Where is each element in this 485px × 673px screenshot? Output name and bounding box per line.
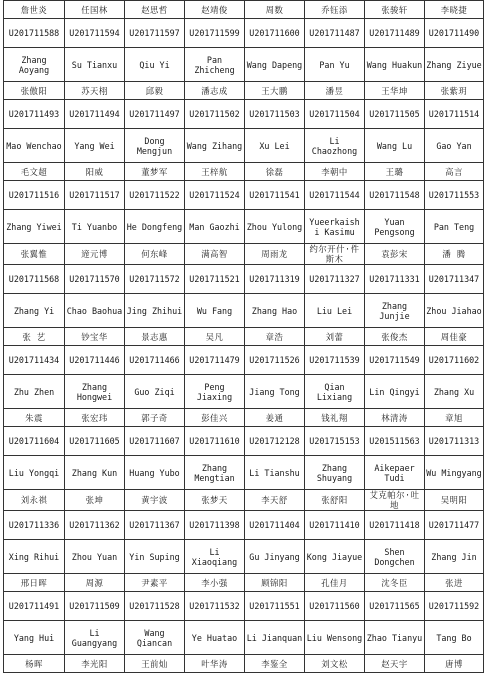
pinyin-name-cell: Guo Ziqi [125, 375, 185, 409]
pinyin-name-cell: Liu Yongqi [4, 456, 65, 490]
chinese-name-row [4, 1, 484, 19]
chinese-name-cell: 张进 [425, 574, 484, 592]
student-id-cell: U201711446 [65, 346, 125, 375]
student-id-cell: U201711541 [245, 181, 305, 210]
chinese-name-cell: 高言 [425, 163, 484, 181]
pinyin-name-cell: Zhou Yulong [245, 210, 305, 244]
student-id-cell: U201711572 [125, 265, 185, 294]
student-id-cell: U201711505 [365, 100, 425, 129]
chinese-name-cell: 李鉴全 [245, 655, 305, 673]
chinese-name-cell: 潘昱 [305, 82, 365, 100]
pinyin-name-row [4, 540, 484, 574]
student-id-cell: U201711477 [425, 511, 484, 540]
pinyin-name-row [4, 210, 484, 244]
pinyin-name-cell: Pan Yu [305, 48, 365, 82]
chinese-name-cell: 唐博 [425, 655, 484, 673]
student-id-cell: U201711504 [305, 100, 365, 129]
student-id-cell: U201711522 [125, 181, 185, 210]
student-id-cell: U201711347 [425, 265, 484, 294]
pinyin-name-cell: Mao Wenchao [4, 129, 65, 163]
chinese-name-cell: 徐磊 [245, 163, 305, 181]
pinyin-name-cell: Zhao Tianyu [365, 621, 425, 655]
pinyin-name-cell: Ye Huatao [185, 621, 245, 655]
student-id-cell: U201711479 [185, 346, 245, 375]
pinyin-name-cell: Yuan Pengsong [365, 210, 425, 244]
pinyin-name-cell: Zhang Yiwei [4, 210, 65, 244]
chinese-name-cell: 张坤 [65, 490, 125, 511]
chinese-name-cell: 张舒阳 [305, 490, 365, 511]
student-id-cell: U201711514 [425, 100, 484, 129]
pinyin-name-cell: Jiang Tong [245, 375, 305, 409]
student-id-cell: U201711553 [425, 181, 484, 210]
chinese-name-cell: 乔钰添 [305, 1, 365, 19]
pinyin-name-cell: He Dongfeng [125, 210, 185, 244]
student-id-cell: U201711410 [305, 511, 365, 540]
student-id-cell: U201711502 [185, 100, 245, 129]
pinyin-name-cell: Pan Zhicheng [185, 48, 245, 82]
pinyin-name-cell: Yin Suping [125, 540, 185, 574]
pinyin-name-cell: Li Guangyang [65, 621, 125, 655]
student-id-cell: U201711610 [185, 427, 245, 456]
pinyin-name-cell: Wu Mingyang [425, 456, 484, 490]
pinyin-name-cell: Zhang Junjie [365, 294, 425, 328]
chinese-name-cell: 刘永祺 [4, 490, 65, 511]
pinyin-name-cell: Ti Yuanbo [65, 210, 125, 244]
chinese-name-cell: 李光阳 [65, 655, 125, 673]
chinese-name-cell: 周源 [65, 574, 125, 592]
chinese-name-row [4, 82, 484, 100]
student-id-cell: U201711570 [65, 265, 125, 294]
chinese-name-cell: 邢日晖 [4, 574, 65, 592]
pinyin-name-cell: Zhang Shuyang [305, 456, 365, 490]
student-id-cell: U201711494 [65, 100, 125, 129]
student-id-cell: U201711336 [4, 511, 65, 540]
student-id-cell: U201711517 [65, 181, 125, 210]
chinese-name-cell: 郭子奇 [125, 409, 185, 427]
student-id-cell: U201711503 [245, 100, 305, 129]
student-id-cell: U201711539 [305, 346, 365, 375]
pinyin-name-cell: Gao Yan [425, 129, 484, 163]
student-id-cell: U201711434 [4, 346, 65, 375]
pinyin-name-cell: Liu Wensong [305, 621, 365, 655]
student-id-cell: U201711327 [305, 265, 365, 294]
pinyin-name-cell: Zhou Yuan [65, 540, 125, 574]
chinese-name-cell: 张紫玥 [425, 82, 484, 100]
pinyin-name-cell: Liu Lei [305, 294, 365, 328]
pinyin-name-cell: Zhang Hao [245, 294, 305, 328]
student-id-row [4, 592, 484, 621]
chinese-name-cell: 张骏轩 [365, 1, 425, 19]
student-id-row [4, 511, 484, 540]
chinese-name-cell: 赵思哲 [125, 1, 185, 19]
chinese-name-cell: 李晓捷 [425, 1, 484, 19]
student-id-cell: U201711607 [125, 427, 185, 456]
pinyin-name-cell: Zhang Mengtian [185, 456, 245, 490]
pinyin-name-cell: Zhang Jin [425, 540, 484, 574]
pinyin-name-cell: Zhang Aoyang [4, 48, 65, 82]
pinyin-name-cell: Huang Yubo [125, 456, 185, 490]
student-id-cell: U201711548 [365, 181, 425, 210]
pinyin-name-cell: Wang Huakun [365, 48, 425, 82]
student-id-cell: U201711568 [4, 265, 65, 294]
pinyin-name-cell: Peng Jiaxing [185, 375, 245, 409]
pinyin-name-cell: Gu Jinyang [245, 540, 305, 574]
pinyin-name-cell: Zhang Xu [425, 375, 484, 409]
pinyin-name-cell: Zhou Jiahao [425, 294, 484, 328]
chinese-name-cell: 王梓航 [185, 163, 245, 181]
pinyin-name-row [4, 294, 484, 328]
pinyin-name-cell: Li Jianquan [245, 621, 305, 655]
pinyin-name-row [4, 129, 484, 163]
chinese-name-cell: 张梦天 [185, 490, 245, 511]
student-id-cell: U201711597 [125, 19, 185, 48]
student-id-cell: U201715153 [305, 427, 365, 456]
pinyin-name-cell: Zhang Ziyue [425, 48, 484, 82]
chinese-name-cell: 吴明阳 [425, 490, 484, 511]
chinese-name-cell: 李天舒 [245, 490, 305, 511]
chinese-name-row [4, 409, 484, 427]
pinyin-name-cell: Xu Lei [245, 129, 305, 163]
student-id-cell: U201711331 [365, 265, 425, 294]
pinyin-name-cell: Aikepaer Tudi [365, 456, 425, 490]
chinese-name-cell: 叶华涛 [185, 655, 245, 673]
student-id-cell: U201711319 [245, 265, 305, 294]
student-id-cell: U201711418 [365, 511, 425, 540]
chinese-name-cell: 张 艺 [4, 328, 65, 346]
chinese-name-cell: 李朝中 [305, 163, 365, 181]
student-id-cell: U201711509 [65, 592, 125, 621]
student-id-cell: U201711526 [245, 346, 305, 375]
student-id-cell: U201711549 [365, 346, 425, 375]
student-id-cell: U201711604 [4, 427, 65, 456]
pinyin-name-cell: Zhu Zhen [4, 375, 65, 409]
student-id-row [4, 265, 484, 294]
chinese-name-cell: 姜通 [245, 409, 305, 427]
pinyin-name-row [4, 48, 484, 82]
student-id-cell: U201711588 [4, 19, 65, 48]
pinyin-name-cell: Qian Lixiang [305, 375, 365, 409]
pinyin-name-cell: Su Tianxu [65, 48, 125, 82]
chinese-name-cell: 张翼惟 [4, 244, 65, 265]
pinyin-name-cell: Qiu Yi [125, 48, 185, 82]
chinese-name-cell: 赵靖俊 [185, 1, 245, 19]
chinese-name-cell: 何东峰 [125, 244, 185, 265]
pinyin-name-cell: Wang Lu [365, 129, 425, 163]
chinese-name-cell: 张宏玮 [65, 409, 125, 427]
chinese-name-cell: 朱震 [4, 409, 65, 427]
chinese-name-cell: 周雨龙 [245, 244, 305, 265]
chinese-name-cell: 彭佳兴 [185, 409, 245, 427]
pinyin-name-cell: Lin Qingyi [365, 375, 425, 409]
pinyin-name-cell: Pan Teng [425, 210, 484, 244]
pinyin-name-cell: Shen Dongchen [365, 540, 425, 574]
pinyin-name-cell: Xing Rihui [4, 540, 65, 574]
chinese-name-cell: 约尔开什·件斯木 [305, 244, 365, 265]
student-id-cell: U201711560 [305, 592, 365, 621]
pinyin-name-cell: Man Gaozhi [185, 210, 245, 244]
chinese-name-cell: 潘志成 [185, 82, 245, 100]
student-id-cell: U201711466 [125, 346, 185, 375]
chinese-name-cell: 艾克帕尔·吐地 [365, 490, 425, 511]
student-id-cell: U201711493 [4, 100, 65, 129]
pinyin-name-cell: Wu Fang [185, 294, 245, 328]
chinese-name-row [4, 574, 484, 592]
chinese-name-cell: 杨晖 [4, 655, 65, 673]
chinese-name-cell: 王华坤 [365, 82, 425, 100]
student-id-row [4, 427, 484, 456]
chinese-name-cell: 黄宇波 [125, 490, 185, 511]
student-id-cell: U201711528 [125, 592, 185, 621]
chinese-name-cell: 潘 腾 [425, 244, 484, 265]
student-roster-table [3, 0, 484, 673]
student-id-row [4, 346, 484, 375]
pinyin-name-cell: Chao Baohua [65, 294, 125, 328]
student-id-cell: U201711404 [245, 511, 305, 540]
student-id-cell: U201711524 [185, 181, 245, 210]
chinese-name-cell: 周佳豪 [425, 328, 484, 346]
chinese-name-cell: 孔佳月 [305, 574, 365, 592]
chinese-name-cell: 满高智 [185, 244, 245, 265]
student-id-cell: U201711594 [65, 19, 125, 48]
chinese-name-cell: 遆元博 [65, 244, 125, 265]
student-id-cell: U201711516 [4, 181, 65, 210]
student-id-cell: U201711367 [125, 511, 185, 540]
student-id-cell: U201711489 [365, 19, 425, 48]
pinyin-name-cell: Jing Zhihui [125, 294, 185, 328]
chinese-name-cell: 詹世炎 [4, 1, 65, 19]
pinyin-name-cell: Yang Wei [65, 129, 125, 163]
chinese-name-cell: 章浩 [245, 328, 305, 346]
student-id-cell: U201711592 [425, 592, 484, 621]
chinese-name-cell: 邱毅 [125, 82, 185, 100]
pinyin-name-cell: Wang Dapeng [245, 48, 305, 82]
pinyin-name-cell: Kong Jiayue [305, 540, 365, 574]
chinese-name-cell: 董梦军 [125, 163, 185, 181]
chinese-name-cell: 张俊杰 [365, 328, 425, 346]
student-id-cell: U201711605 [65, 427, 125, 456]
chinese-name-cell: 刘文松 [305, 655, 365, 673]
student-id-row [4, 19, 484, 48]
chinese-name-cell: 林清涛 [365, 409, 425, 427]
chinese-name-row [4, 328, 484, 346]
student-id-cell: U201711487 [305, 19, 365, 48]
pinyin-name-cell: Zhang Hongwei [65, 375, 125, 409]
chinese-name-cell: 王璐 [365, 163, 425, 181]
chinese-name-cell: 王前灿 [125, 655, 185, 673]
chinese-name-cell: 尹素平 [125, 574, 185, 592]
chinese-name-cell: 钞宝华 [65, 328, 125, 346]
chinese-name-row [4, 244, 484, 265]
chinese-name-row [4, 490, 484, 511]
student-id-cell: U201711497 [125, 100, 185, 129]
chinese-name-cell: 张傲阳 [4, 82, 65, 100]
chinese-name-cell: 刘蕾 [305, 328, 365, 346]
pinyin-name-cell: Yueerkaish i Kasimu [305, 210, 365, 244]
pinyin-name-cell: Zhang Yi [4, 294, 65, 328]
chinese-name-cell: 袁彭宋 [365, 244, 425, 265]
pinyin-name-cell: Li Chaozhong [305, 129, 365, 163]
roster-body [4, 1, 484, 673]
chinese-name-cell: 赵天宇 [365, 655, 425, 673]
chinese-name-cell: 吴凡 [185, 328, 245, 346]
pinyin-name-cell: Zhang Kun [65, 456, 125, 490]
chinese-name-cell: 周数 [245, 1, 305, 19]
pinyin-name-cell: Li Tianshu [245, 456, 305, 490]
student-id-cell: U201711544 [305, 181, 365, 210]
chinese-name-cell: 李小强 [185, 574, 245, 592]
student-id-cell: U201711551 [245, 592, 305, 621]
chinese-name-row [4, 655, 484, 673]
student-id-cell: U201711565 [365, 592, 425, 621]
chinese-name-cell: 毛文超 [4, 163, 65, 181]
pinyin-name-cell: Wang Qiancan [125, 621, 185, 655]
chinese-name-cell: 钱礼翔 [305, 409, 365, 427]
student-id-cell: U201712128 [245, 427, 305, 456]
student-id-row [4, 100, 484, 129]
pinyin-name-cell: Dong Mengjun [125, 129, 185, 163]
student-id-cell: U201711602 [425, 346, 484, 375]
student-id-cell: U201711491 [4, 592, 65, 621]
pinyin-name-row [4, 621, 484, 655]
pinyin-name-cell: Li Xiaoqiang [185, 540, 245, 574]
student-id-cell: U201711313 [425, 427, 484, 456]
pinyin-name-cell: Tang Bo [425, 621, 484, 655]
student-id-cell: U201511563 [365, 427, 425, 456]
student-id-cell: U201711600 [245, 19, 305, 48]
student-id-cell: U201711362 [65, 511, 125, 540]
student-id-cell: U201711532 [185, 592, 245, 621]
pinyin-name-row [4, 375, 484, 409]
chinese-name-cell: 顾锦阳 [245, 574, 305, 592]
chinese-name-cell: 景志惠 [125, 328, 185, 346]
pinyin-name-row [4, 456, 484, 490]
chinese-name-row [4, 163, 484, 181]
student-id-cell: U201711599 [185, 19, 245, 48]
chinese-name-cell: 阳威 [65, 163, 125, 181]
student-id-row [4, 181, 484, 210]
chinese-name-cell: 王大鹏 [245, 82, 305, 100]
chinese-name-cell: 任国林 [65, 1, 125, 19]
pinyin-name-cell: Wang Zihang [185, 129, 245, 163]
student-id-cell: U201711490 [425, 19, 484, 48]
pinyin-name-cell: Yang Hui [4, 621, 65, 655]
student-id-cell: U201711521 [185, 265, 245, 294]
chinese-name-cell: 沈冬臣 [365, 574, 425, 592]
chinese-name-cell: 苏天栩 [65, 82, 125, 100]
chinese-name-cell: 章旭 [425, 409, 484, 427]
student-id-cell: U201711398 [185, 511, 245, 540]
